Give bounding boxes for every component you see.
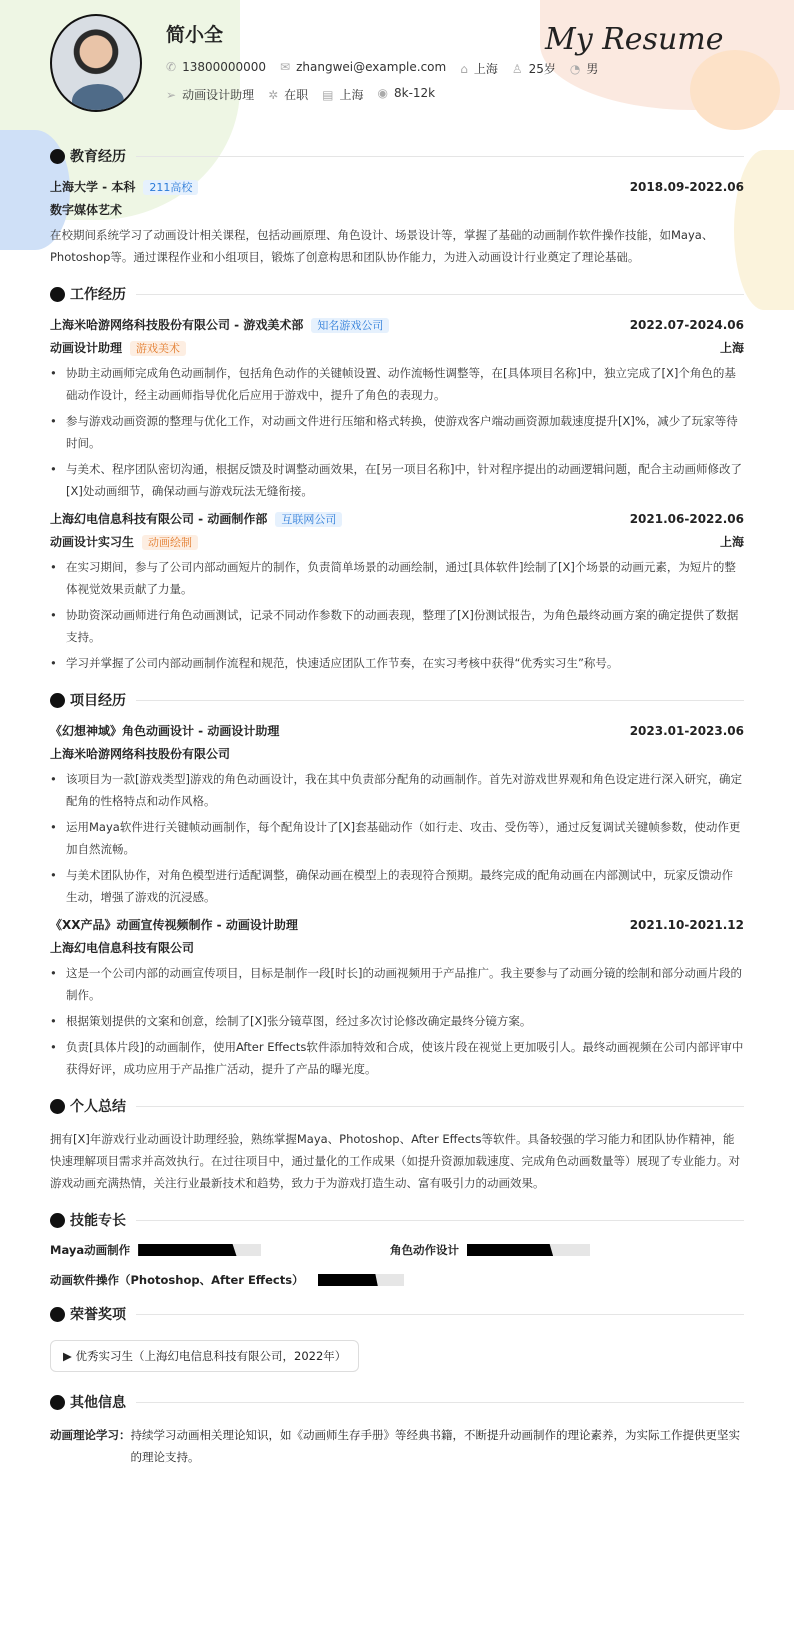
skill-name: 角色动作设计 [390, 1243, 459, 1257]
status-icon: ✲ [268, 88, 279, 102]
work-item [50, 510, 744, 674]
skill-bar [138, 1244, 261, 1256]
section-projects [50, 690, 744, 710]
project-org: 上海幻电信息科技有限公司 [50, 941, 195, 955]
skill-bar-fill [318, 1274, 378, 1286]
role: 动画设计助理 [50, 341, 123, 355]
major: 数字媒体艺术 [50, 203, 123, 217]
bullet: • 协助资深动画师进行角色动画测试，记录不同动作参数下的动画表现，整理了[X]份测试报告，为角色最终动画方案的确定提供了数据支持。 [50, 604, 744, 648]
role-tag: 动画绘制 [142, 535, 198, 550]
award-icon [50, 1307, 65, 1322]
resume-header [0, 0, 794, 130]
section-title: 技能专长 [70, 1213, 126, 1229]
bullet: • 运用Maya软件进行关键帧动画制作，每个配角设计了[X]套基础动作（如行走、攻击、受伤等），通过反复调试关键帧参数，使动作更加自然流畅。 [50, 816, 744, 860]
user-icon [50, 1099, 65, 1114]
section-other [50, 1392, 744, 1412]
project-item [50, 916, 744, 1080]
salary-icon: ◉ [377, 86, 388, 100]
project-name: 《XX产品》动画宣传视频制作 - 动画设计助理 [50, 918, 298, 932]
send-icon: ➢ [166, 88, 177, 102]
skill-bar-fill [467, 1244, 553, 1256]
skill-name: Maya动画制作 [50, 1243, 131, 1257]
section-education [50, 146, 744, 166]
role: 动画设计实习生 [50, 535, 135, 549]
building-icon: ▤ [322, 88, 334, 102]
section-title: 荣誉奖项 [70, 1307, 126, 1323]
bullet: • 协助主动画师完成角色动画制作，包括角色动作的关键帧设置、动作流畅性调整等，在[具体项目名称]中，独立完成了[X]个角色的基础动作设计，经主动画师指导优化后应用于游戏中，提升了角色的表现力。 [50, 362, 744, 406]
home-icon: ⌂ [460, 62, 468, 76]
job-title: 动画设计助理 [182, 88, 255, 102]
work-city: 上海 [719, 341, 744, 355]
company: 上海米哈游网络科技股份有限公司 - 游戏美术部 [50, 318, 304, 332]
gender: 男 [586, 62, 599, 76]
bullet: • 参与游戏动画资源的整理与优化工作，对动画文件进行压缩和格式转换，使游戏客户端动画资源加载速度提升[X]%，减少了玩家等待时间。 [50, 410, 744, 454]
bullet: • 与美术团队协作，对角色模型进行适配调整，确保动画在模型上的表现符合预期。最终完成的配角动画在内部测试中，玩家反馈动作生动，增强了游戏的沉浸感。 [50, 864, 744, 908]
section-awards [50, 1304, 744, 1324]
skill-item [50, 1242, 390, 1258]
other-text: 持续学习动画相关理论知识，如《动画师生存手册》等经典书籍，不断提升动画制作的理论素养，为实际工作提供更坚实的理论支持。 [130, 1428, 740, 1464]
chart-icon [50, 1213, 65, 1228]
bullet: • 该项目为一款[游戏类型]游戏的角色动画设计，我在其中负责部分配角的动画制作。首先对游戏世界观和角色设定进行深入研究，确定配角的性格特点和动作风格。 [50, 768, 744, 812]
education-icon [50, 149, 65, 164]
phone: 13800000000 [182, 60, 267, 74]
bullet: • 负责[具体片段]的动画制作，使用After Effects软件添加特效和合成，使该片段在视觉上更加吸引人。最终动画视频在公司内部评审中获得好评，成功应用于产品推广活动，提升了产品的曝光度。 [50, 1036, 744, 1080]
avatar [50, 14, 142, 112]
work-city: 上海 [719, 535, 744, 549]
skill-bar [467, 1244, 590, 1256]
other-label: 动画理论学习： [50, 1428, 131, 1442]
age-icon: ♙ [511, 62, 523, 76]
section-skills [50, 1210, 744, 1230]
project-date: 2021.10-2021.12 [629, 917, 744, 932]
skill-bar [318, 1274, 404, 1286]
bullet: • 与美术、程序团队密切沟通，根据反馈及时调整动画效果，在[另一项目名称]中，针对程序提出的动画逻辑问题，配合主动画师修改了[X]处动画细节，确保动画与游戏玩法无缝衔接。 [50, 458, 744, 502]
section-title: 工作经历 [70, 287, 126, 303]
work-date: 2022.07-2024.06 [629, 317, 744, 332]
award-item[interactable]: ▶ 优秀实习生（上海幻电信息科技有限公司，2022年） [50, 1340, 359, 1372]
job-status: 在职 [284, 88, 309, 102]
job-intent [166, 86, 435, 103]
contact-info [166, 60, 598, 77]
project-org: 上海米哈游网络科技股份有限公司 [50, 747, 231, 761]
section-summary [50, 1096, 744, 1116]
project-name: 《幻想神域》角色动画设计 - 动画设计助理 [50, 724, 280, 738]
skill-item [390, 1242, 730, 1258]
company-tag: 互联网公司 [275, 512, 342, 527]
briefcase-icon [50, 287, 65, 302]
section-title: 个人总结 [70, 1099, 126, 1115]
bullet: • 这是一个公司内部的动画宣传项目，目标是制作一段[时长]的动画视频用于产品推广。我主要参与了动画分镜的绘制和部分动画片段的制作。 [50, 962, 744, 1006]
project-date: 2023.01-2023.06 [629, 723, 744, 738]
grid-icon [50, 693, 65, 708]
salary: 8k-12k [394, 86, 436, 100]
info-icon [50, 1395, 65, 1410]
role-tag: 游戏美术 [130, 341, 186, 356]
edu-date: 2018.09-2022.06 [629, 179, 744, 194]
project-item [50, 722, 744, 908]
school: 上海大学 - 本科 [50, 180, 136, 194]
summary-text: 拥有[X]年游戏行业动画设计助理经验，熟练掌握Maya、Photoshop、After Effects等软件。具备较强的学习能力和团队协作精神，能快速理解项目需求并高效执行。在过往项目中，通过量化的工作成果（如提升资源加载速度、完成角色动画数量等）展现了专业能力。对游戏动画充满热情，关注行业最新技术和趋势，致力于为游戏打造生动、富有吸引力的动画效果。 [50, 1132, 740, 1190]
section-title: 其他信息 [70, 1395, 126, 1411]
work-item [50, 316, 744, 502]
edu-desc: 在校期间系统学习了动画设计相关课程，包括动画原理、角色设计、场景设计等，掌握了基础的动画制作软件操作技能，如Maya、Photoshop等。通过课程作业和小组项目，锻炼了创意构思和团队协作能力，为进入动画设计行业奠定了理论基础。 [50, 228, 714, 264]
age: 25岁 [528, 62, 556, 76]
school-tag: 211高校 [143, 180, 198, 195]
my-resume-title: My Resume [545, 22, 724, 57]
section-title: 项目经历 [70, 693, 126, 709]
company-tag: 知名游戏公司 [311, 318, 389, 333]
skill-bar-fill [138, 1244, 236, 1256]
skill-item [50, 1272, 730, 1288]
location: 上海 [473, 62, 498, 76]
email: zhangwei@example.com [296, 60, 447, 74]
mail-icon: ✉ [280, 60, 291, 74]
gender-icon: ◔ [569, 62, 581, 76]
skill-name: 动画软件操作（Photoshop、After Effects） [50, 1273, 304, 1287]
work-date: 2021.06-2022.06 [629, 511, 744, 526]
section-work [50, 284, 744, 304]
bullet: • 学习并掌握了公司内部动画制作流程和规范，快速适应团队工作节奏，在实习考核中获得“优秀实习生”称号。 [50, 652, 744, 674]
section-title: 教育经历 [70, 149, 126, 165]
other-item [50, 1424, 744, 1468]
company: 上海幻电信息科技有限公司 - 动画制作部 [50, 512, 268, 526]
bullet: • 在实习期间，参与了公司内部动画短片的制作，负责简单场景的动画绘制，通过[具体软件]绘制了[X]个场景的动画元素，为短片的整体视觉效果贡献了力量。 [50, 556, 744, 600]
target-city: 上海 [339, 88, 364, 102]
phone-icon: ✆ [166, 60, 177, 74]
bullet: • 根据策划提供的文案和创意，绘制了[X]张分镜草图，经过多次讨论修改确定最终分镜方案。 [50, 1010, 744, 1032]
candidate-name: 简小全 [166, 24, 224, 46]
